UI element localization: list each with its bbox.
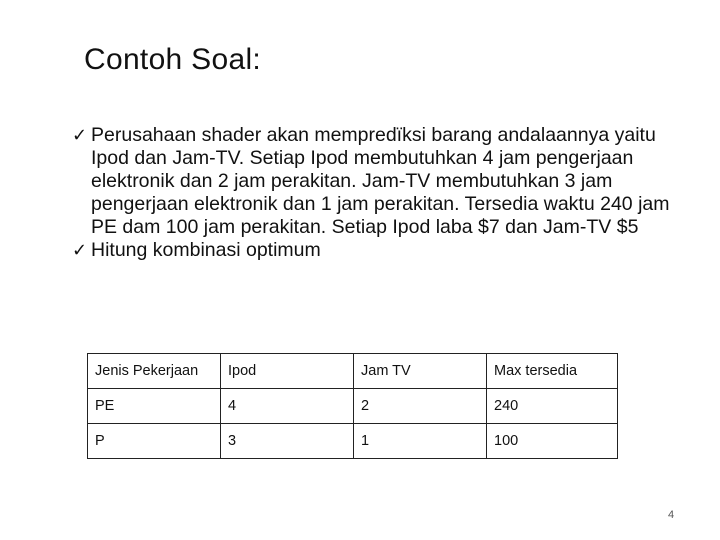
table-cell: Jenis Pekerjaan bbox=[88, 354, 221, 389]
table-row bbox=[88, 424, 618, 459]
table-cell: PE bbox=[88, 389, 221, 424]
data-table bbox=[87, 353, 618, 459]
table-cell: 4 bbox=[221, 389, 354, 424]
table-cell: Max tersedia bbox=[487, 354, 618, 389]
bullet-item-task bbox=[72, 239, 682, 262]
slide-title: Contoh Soal: bbox=[84, 43, 262, 76]
table-cell: 1 bbox=[354, 424, 487, 459]
bullet-item-problem bbox=[72, 124, 682, 239]
table-cell: 3 bbox=[221, 424, 354, 459]
page-number: 4 bbox=[668, 509, 675, 521]
check-icon: ✓ bbox=[72, 240, 88, 260]
check-icon: ✓ bbox=[72, 125, 88, 145]
table-row bbox=[88, 389, 618, 424]
table-cell: 100 bbox=[487, 424, 618, 459]
table-header-row bbox=[88, 354, 618, 389]
bullet-text: Perusahaan shader akan mempredïksi barang andalaannya yaitu Ipod dan Jam-TV. Setiap Ipod membutuhkan 4 jam pengerjaan elektronik dan 2 jam perakitan. Jam-TV membutuhkan 3 jam pengerjaan elektronik dan 1 jam perakitan. Tersedia waktu 240 jam PE dam 100 jam perakitan. Setiap Ipod laba $7 dan Jam-TV $5 bbox=[91, 124, 670, 238]
table-cell: Ipod bbox=[221, 354, 354, 389]
table-cell: P bbox=[88, 424, 221, 459]
table-cell: 240 bbox=[487, 389, 618, 424]
bullet-list bbox=[72, 124, 682, 262]
bullet-text: Hitung kombinasi optimum bbox=[91, 239, 321, 261]
table-cell: 2 bbox=[354, 389, 487, 424]
table-cell: Jam TV bbox=[354, 354, 487, 389]
